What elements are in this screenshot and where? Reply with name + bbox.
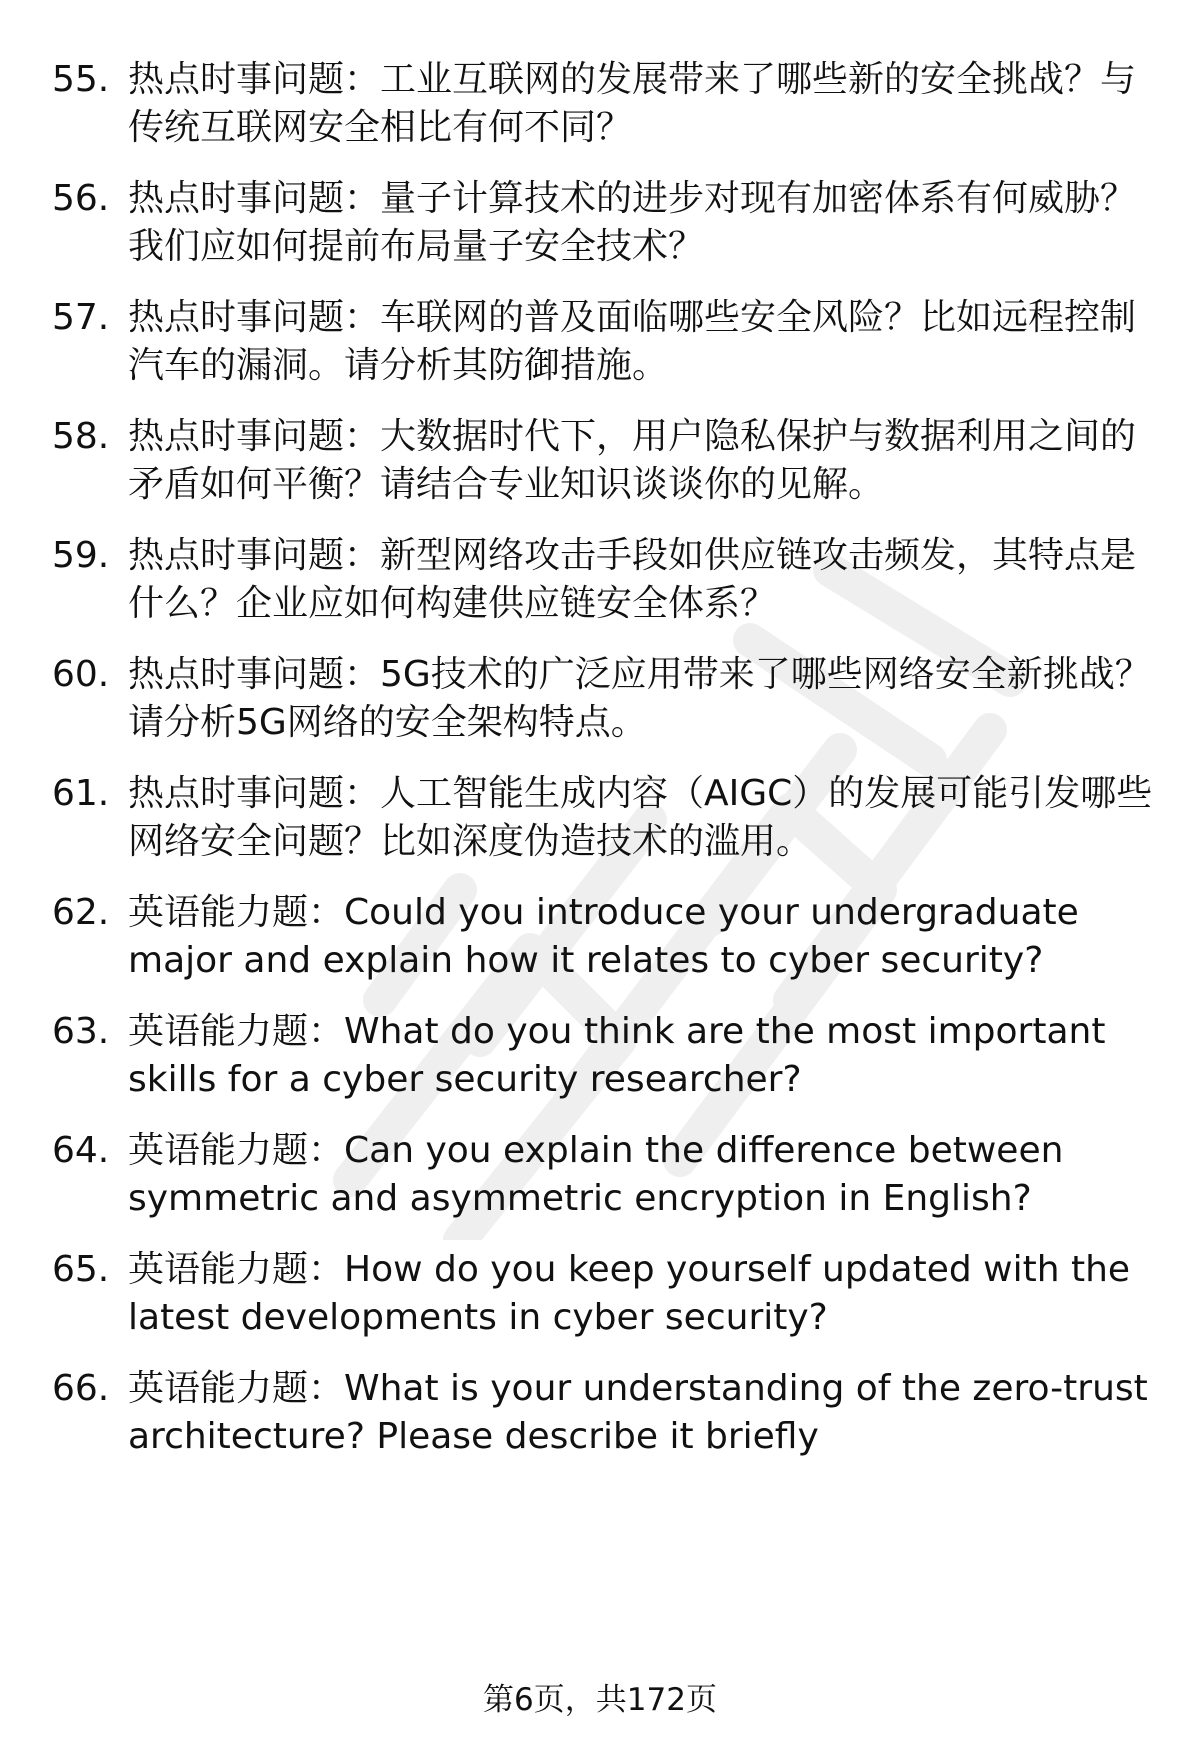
question-number: 56.	[52, 178, 110, 219]
question-text-line: 热点时事问题：新型网络攻击手段如供应链攻击频发，其特点是	[128, 535, 1137, 576]
question-text	[128, 175, 1158, 271]
question-text-line: 英语能力题：What do you think are the most important	[128, 1011, 1106, 1052]
question-text	[128, 770, 1158, 866]
question-text-line: 英语能力题：Can you explain the difference between	[128, 1130, 1064, 1171]
question-number: 57.	[52, 297, 110, 338]
question-number: 64.	[52, 1130, 110, 1171]
question-text-line: 网络安全问题？比如深度伪造技术的滥用。	[128, 821, 813, 862]
question-text-line: 热点时事问题：5G技术的广泛应用带来了哪些网络安全新挑战？	[128, 654, 1151, 695]
question-text	[128, 56, 1158, 152]
question-number: 60.	[52, 654, 110, 695]
question-number: 63.	[52, 1011, 110, 1052]
question-number: 59.	[52, 535, 110, 576]
question-text-line: 英语能力题：How do you keep yourself updated with the	[128, 1249, 1131, 1290]
question-text-line: symmetric and asymmetric encryption in English?	[128, 1178, 1032, 1219]
question-text-line: 热点时事问题：人工智能生成内容（AIGC）的发展可能引发哪些	[128, 773, 1153, 814]
question-number: 66.	[52, 1368, 110, 1409]
question-text	[128, 413, 1158, 509]
question-text-line: 热点时事问题：大数据时代下，用户隐私保护与数据利用之间的	[128, 416, 1137, 457]
question-number: 61.	[52, 773, 110, 814]
question-text	[128, 532, 1158, 628]
question-text-line: 汽车的漏洞。请分析其防御措施。	[128, 345, 669, 386]
question-text-line: 英语能力题：Could you introduce your undergraduate	[128, 892, 1079, 933]
question-text	[128, 1127, 1158, 1223]
question-text-line: 热点时事问题：工业互联网的发展带来了哪些新的安全挑战？与	[128, 59, 1137, 100]
question-text	[128, 1246, 1158, 1342]
question-number: 62.	[52, 892, 110, 933]
question-text-line: 传统互联网安全相比有何不同？	[128, 107, 633, 148]
question-text-line: 热点时事问题：车联网的普及面临哪些安全风险？比如远程控制	[128, 297, 1137, 338]
question-text-line: skills for a cyber security researcher?	[128, 1059, 802, 1100]
question-text-line: 请分析5G网络的安全架构特点。	[128, 702, 647, 743]
question-text	[128, 294, 1158, 390]
question-text-line: 热点时事问题：量子计算技术的进步对现有加密体系有何威胁？	[128, 178, 1137, 219]
question-text-line: 什么？企业应如何构建供应链安全体系？	[128, 583, 777, 624]
question-text	[128, 1008, 1158, 1104]
question-text-line: major and explain how it relates to cyber security?	[128, 940, 1044, 981]
question-text-line: 英语能力题：What is your understanding of the zero-trust	[128, 1368, 1148, 1409]
question-text	[128, 889, 1158, 985]
page-number-footer: 第6页，共172页	[483, 1682, 717, 1718]
question-number: 55.	[52, 59, 110, 100]
question-text-line: 我们应如何提前布局量子安全技术？	[128, 226, 705, 267]
question-text-line: 矛盾如何平衡？请结合专业知识谈谈你的见解。	[128, 464, 885, 505]
question-text	[128, 1365, 1158, 1461]
question-number: 65.	[52, 1249, 110, 1290]
question-text-line: architecture? Please describe it briefly	[128, 1416, 819, 1457]
question-number: 58.	[52, 416, 110, 457]
question-text-line: latest developments in cyber security?	[128, 1297, 828, 1338]
question-text	[128, 651, 1158, 747]
